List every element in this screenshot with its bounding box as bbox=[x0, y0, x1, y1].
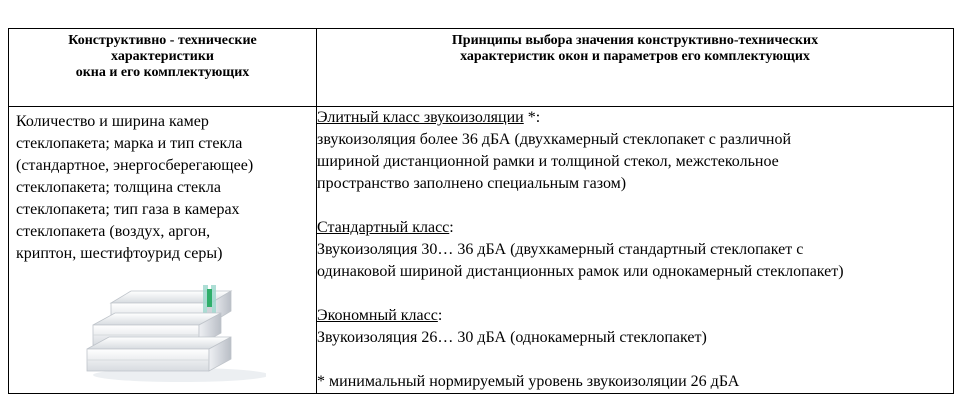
elite-class-line: пространство заполнено специальным газом) bbox=[317, 175, 627, 192]
standard-class-line: Звукоизоляция 30… 36 дБА (двухкамерный стандартный стеклопакет с bbox=[317, 241, 804, 258]
characteristics-table bbox=[8, 28, 954, 394]
elite-class-title: Элитный класс звукоизоляции *: bbox=[317, 109, 541, 126]
characteristics-text: Количество и ширина камер стеклопакета; марка и тип стекла (стандартное, энергосберегающее) стеклопакета; толщина стекла стеклопакета; тип газа в камерах стеклопакета (воздух, аргон, криптон, шестифтоурид серы) bbox=[16, 113, 254, 262]
standard-class-title: Стандартный класс: bbox=[317, 219, 454, 236]
header-cell-characteristics bbox=[9, 29, 317, 107]
header-left-text: Конструктивно - технические характеристики окна и его комплектующих bbox=[68, 33, 257, 80]
elite-class-line: шириной дистанционной рамки и толщиной стекол, межстекольное bbox=[317, 153, 779, 170]
footnote: * минимальный нормируемый уровень звукоизоляции 26 дБА bbox=[317, 373, 740, 390]
characteristics-cell bbox=[9, 107, 317, 394]
principles-cell bbox=[317, 107, 954, 394]
pvc-window-profile-icon bbox=[81, 283, 266, 383]
header-right-text: Принципы выбора значения конструктивно-технических характеристик окон и параметров его комплектующих bbox=[451, 33, 819, 64]
economy-class-line: Звукоизоляция 26… 30 дБА (однокамерный стеклопакет) bbox=[317, 329, 707, 346]
standard-class-line: одинаковой шириной дистанционных рамок или однокамерный стеклопакет) bbox=[317, 263, 844, 280]
elite-class-line: звукоизоляция более 36 дБА (двухкамерный стеклопакет с различной bbox=[317, 131, 792, 148]
header-row bbox=[9, 29, 954, 107]
header-cell-principles bbox=[317, 29, 954, 107]
body-row bbox=[9, 107, 954, 394]
economy-class-title: Экономный класс: bbox=[317, 307, 443, 324]
